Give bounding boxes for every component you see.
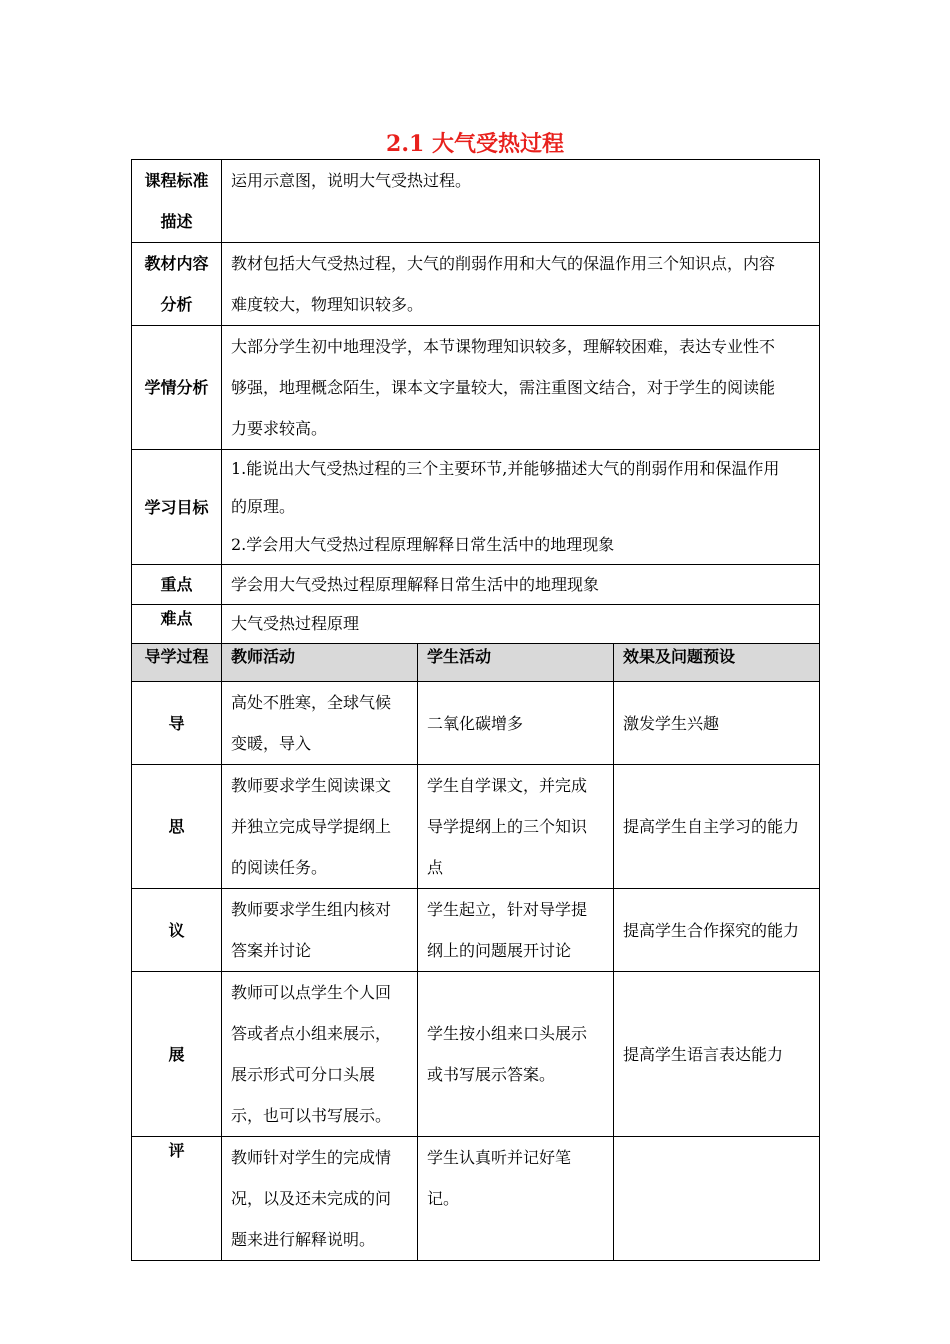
process-row [132, 972, 820, 1137]
row-content [222, 605, 820, 644]
cell-line: 提高学生语言表达能力 [623, 1044, 784, 1064]
row-label [132, 243, 222, 326]
teacher-cell [222, 1137, 418, 1261]
row-label [132, 160, 222, 243]
stage-cell: 导 [132, 682, 222, 765]
cell-line: 学生起立，针对导学提 [427, 900, 588, 919]
effect-cell [614, 682, 820, 765]
cell-line: 导学提纲上的三个知识 [427, 817, 588, 836]
content-line: 的原理。 [231, 497, 296, 516]
row-content [222, 243, 820, 326]
cell-line: 教师要求学生组内核对 [231, 900, 392, 919]
content-line: 1.能说出大气受热过程的三个主要环节,并能够描述大气的削弱作用和保温作用 [231, 459, 780, 478]
info-row-students [132, 326, 820, 450]
info-row-material [132, 243, 820, 326]
teacher-cell [222, 765, 418, 889]
cell-line: 记。 [427, 1189, 460, 1208]
cell-line: 点 [427, 858, 444, 877]
content-line: 大部分学生初中地理没学，本节课物理知识较多，理解较困难，表达专业性不 [231, 337, 776, 356]
page-title: 2.1 大气受热过程 [386, 131, 564, 157]
label-line: 分析 [160, 295, 193, 314]
cell-line: 提高学生自主学习的能力 [623, 817, 800, 836]
cell-line: 或书写展示答案。 [427, 1065, 556, 1084]
stage-cell: 展 [132, 972, 222, 1137]
content-line: 大气受热过程原理 [231, 614, 360, 633]
content-line: 运用示意图，说明大气受热过程。 [231, 171, 472, 190]
header-stage: 导学过程 [132, 644, 222, 682]
cell-line: 纲上的问题展开讨论 [427, 941, 572, 960]
info-row-standard [132, 160, 820, 243]
stage-cell: 议 [132, 889, 222, 972]
label-line: 学情分析 [144, 378, 209, 397]
header-effect: 效果及问题预设 [614, 644, 820, 682]
cell-line: 教师要求学生阅读课文 [231, 776, 392, 795]
cell-line: 学生自学课文，并完成 [427, 776, 588, 795]
cell-line: 变暖，导入 [231, 734, 312, 753]
row-content [222, 160, 820, 243]
content-line: 难度较大，物理知识较多。 [231, 295, 424, 314]
student-cell [418, 889, 614, 972]
cell-line: 的阅读任务。 [231, 858, 328, 877]
stage-cell: 评 [132, 1137, 222, 1261]
cell-line: 况，以及还未完成的问 [231, 1189, 392, 1208]
label-line: 难点 [160, 609, 193, 628]
label-line: 描述 [160, 212, 193, 231]
label-line: 重点 [160, 574, 193, 594]
teacher-cell [222, 889, 418, 972]
cell-line: 答案并讨论 [231, 941, 312, 960]
content-line: 教材包括大气受热过程，大气的削弱作用和大气的保温作用三个知识点，内容 [231, 254, 776, 273]
student-cell [418, 682, 614, 765]
row-label [132, 605, 222, 644]
teacher-cell [222, 972, 418, 1137]
cell-line: 示，也可以书写展示。 [231, 1106, 392, 1125]
effect-cell [614, 765, 820, 889]
cell-line: 教师针对学生的完成情 [231, 1148, 392, 1167]
process-row [132, 682, 820, 765]
info-row-objectives [132, 450, 820, 565]
cell-line: 教师可以点学生个人回 [231, 983, 392, 1002]
info-row-key-point [132, 565, 820, 605]
cell-line: 高处不胜寒，全球气候 [231, 693, 392, 712]
process-header-row [132, 644, 820, 682]
info-row-difficulty [132, 605, 820, 644]
row-content [222, 326, 820, 450]
row-label [132, 326, 222, 450]
cell-line: 学生认真听并记好笔 [427, 1148, 572, 1167]
row-content [222, 565, 820, 605]
cell-line: 激发学生兴趣 [623, 713, 720, 733]
row-label [132, 450, 222, 565]
content-line: 2.学会用大气受热过程原理解释日常生活中的地理现象 [231, 535, 615, 554]
header-teacher: 教师活动 [222, 644, 418, 682]
content-line: 够强，地理概念陌生，课本文字量较大，需注重图文结合，对于学生的阅读能 [231, 378, 776, 397]
content-line: 力要求较高。 [231, 419, 328, 438]
cell-line: 并独立完成导学提纲上 [231, 817, 392, 836]
stage-cell: 思 [132, 765, 222, 889]
process-row [132, 889, 820, 972]
content-line: 学会用大气受热过程原理解释日常生活中的地理现象 [231, 574, 600, 594]
process-row [132, 1137, 820, 1261]
effect-cell [614, 1137, 820, 1261]
header-student: 学生活动 [418, 644, 614, 682]
label-line: 教材内容 [144, 254, 209, 273]
lesson-plan-table [131, 159, 820, 1261]
cell-line: 学生按小组来口头展示 [427, 1024, 588, 1043]
process-row [132, 765, 820, 889]
effect-cell [614, 889, 820, 972]
label-line: 学习目标 [144, 497, 209, 517]
cell-line: 答或者点小组来展示， [231, 1024, 392, 1043]
student-cell [418, 765, 614, 889]
cell-line: 二氧化碳增多 [427, 713, 524, 733]
student-cell [418, 972, 614, 1137]
label-line: 课程标准 [144, 171, 209, 190]
cell-line: 提高学生合作探究的能力 [623, 920, 800, 940]
row-content [222, 450, 820, 565]
cell-line: 题来进行解释说明。 [231, 1230, 376, 1249]
cell-line: 展示形式可分口头展 [231, 1065, 376, 1084]
student-cell [418, 1137, 614, 1261]
row-label [132, 565, 222, 605]
effect-cell [614, 972, 820, 1137]
teacher-cell [222, 682, 418, 765]
